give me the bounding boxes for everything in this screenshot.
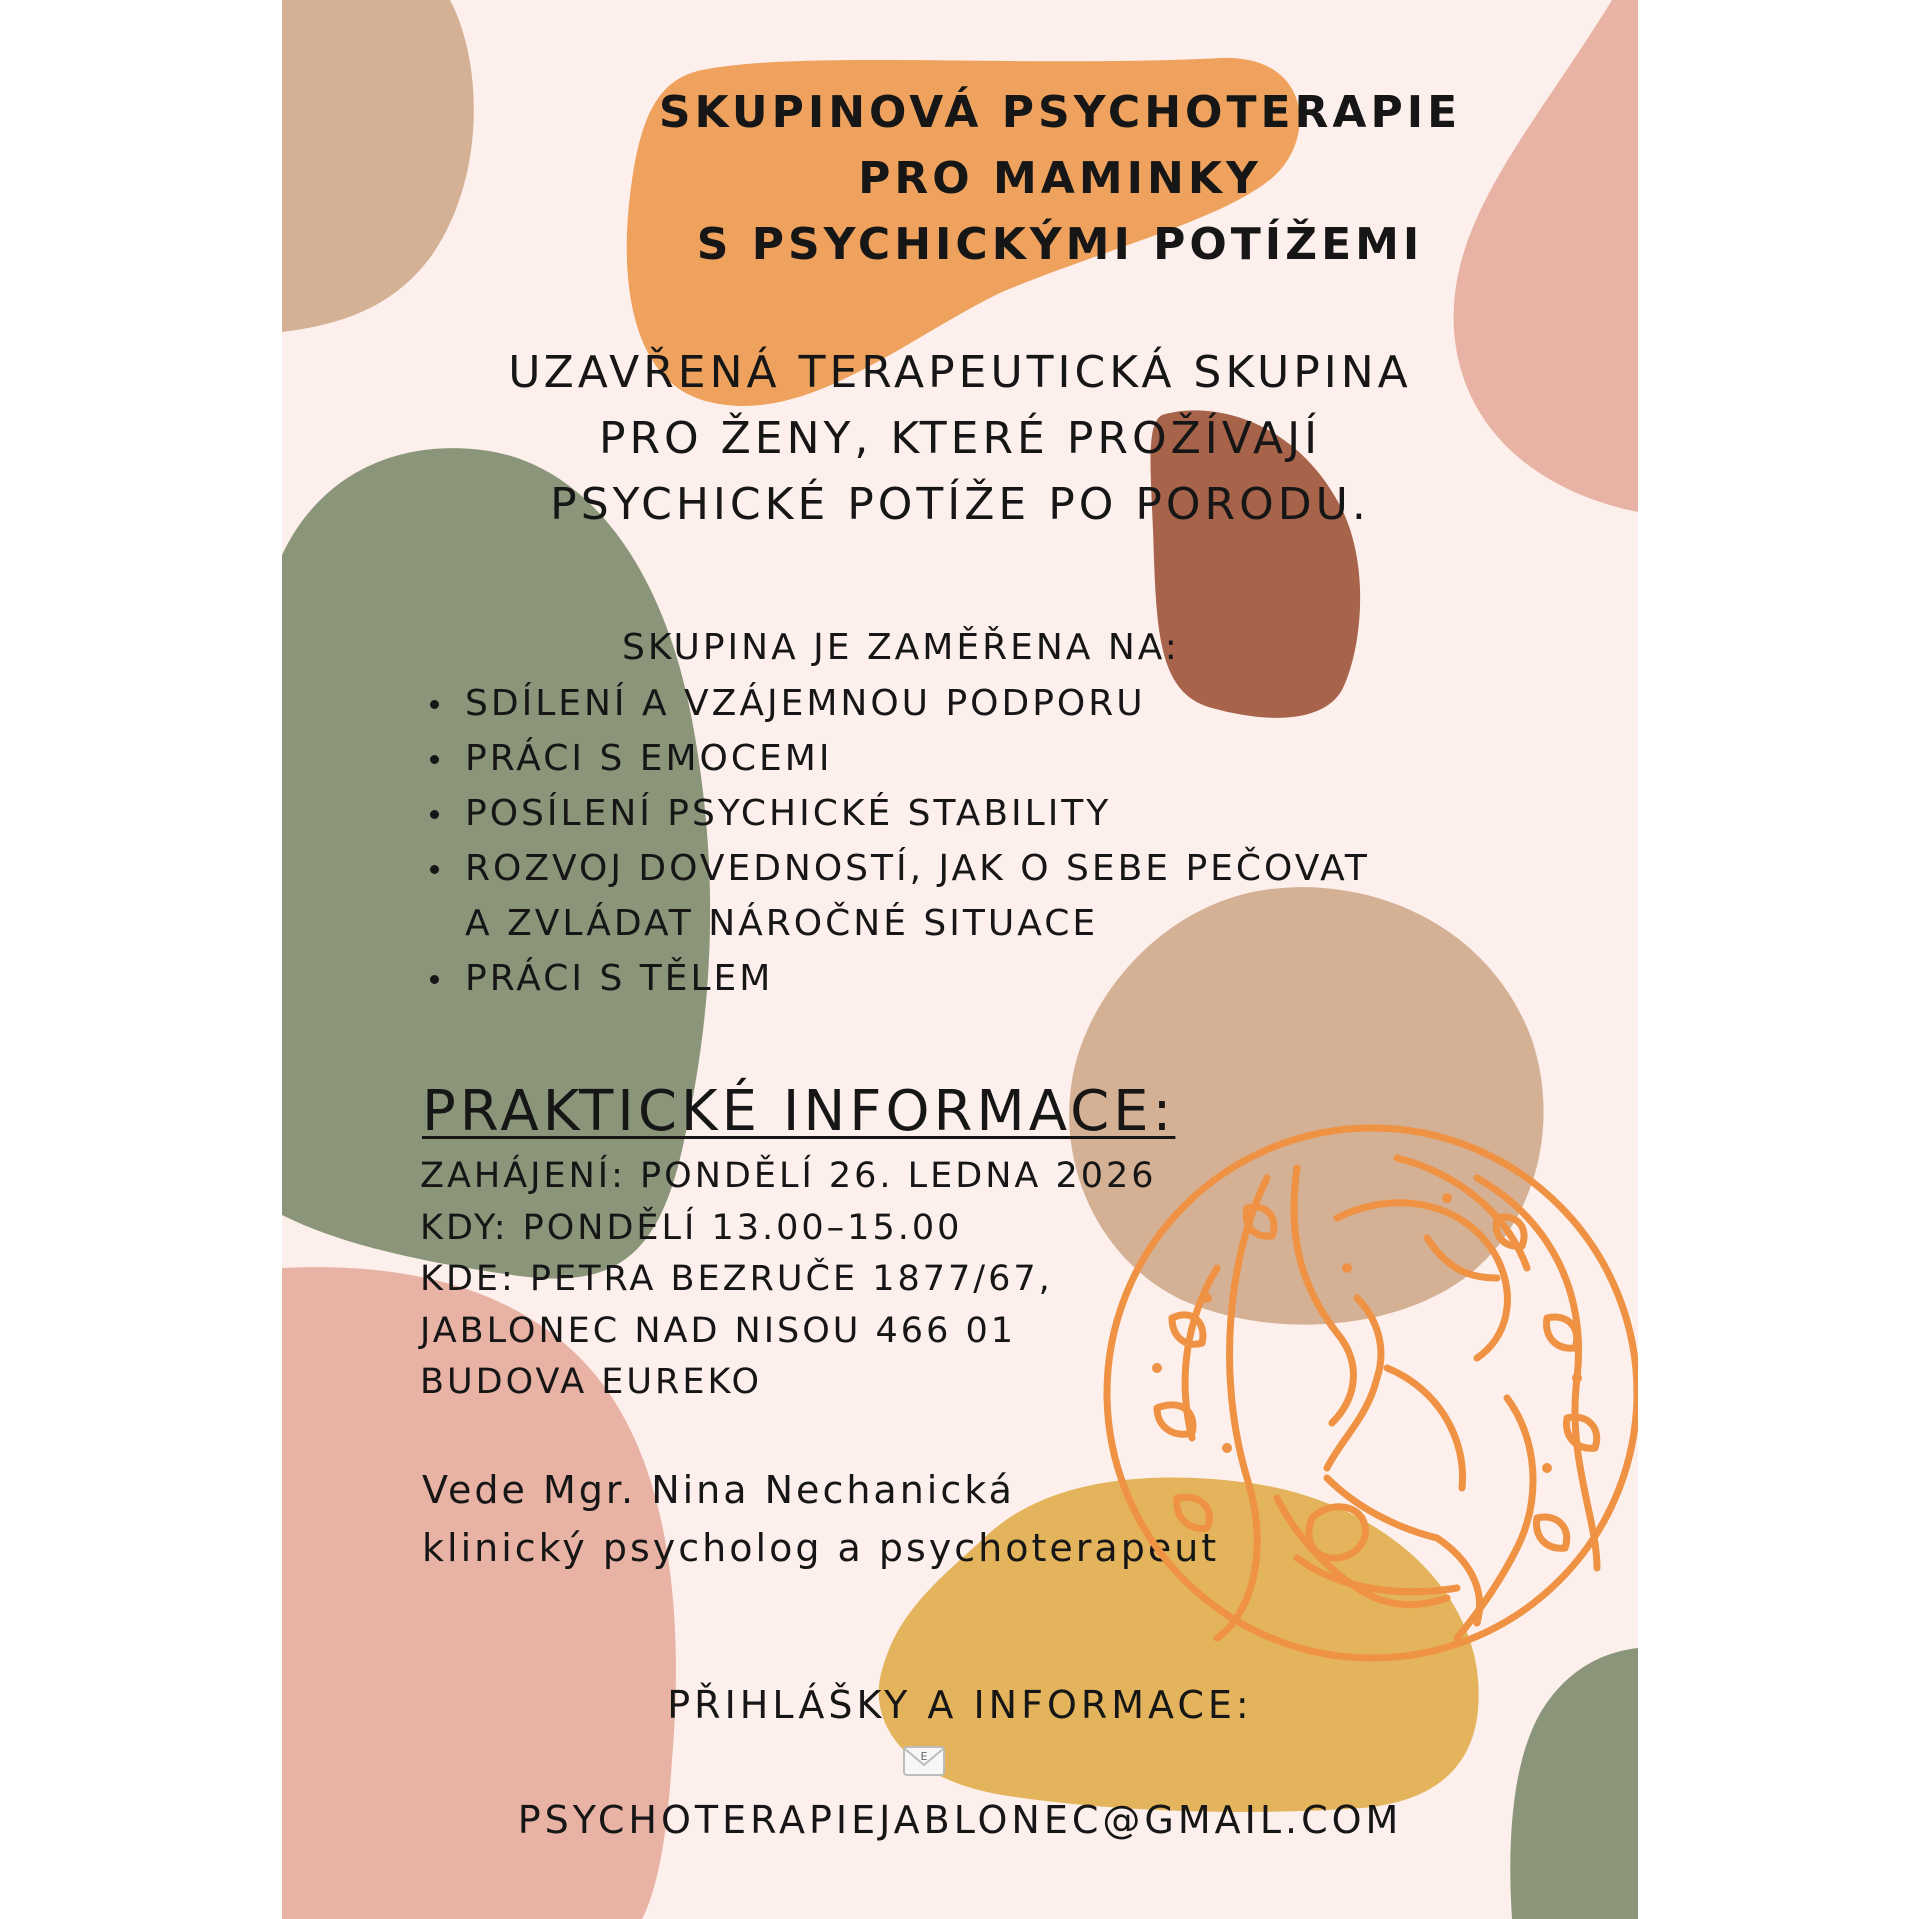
list-item-line-1: ROZVOJ DOVEDNOSTÍ, JAK O SEBE PEČOVAT [465,848,1370,889]
subtitle-line-1: UZAVŘENÁ TERAPEUTICKÁ SKUPINA [508,347,1412,398]
list-item: PRÁCI S EMOCEMI [462,731,1370,786]
info-city: JABLONEC NAD NISOU 466 01 [420,1310,1017,1351]
therapist-name: Vede Mgr. Nina Nechanická [422,1468,1015,1512]
title-line-1: SKUPINOVÁ PSYCHOTERAPIE [658,87,1462,138]
info-where: KDE: PETRA BEZRUČE 1877/67, [420,1259,1053,1299]
flyer-page [282,0,1638,1919]
contact-email[interactable]: PSYCHOTERAPIEJABLONEC@GMAIL.COM [517,1798,1403,1842]
info-when: KDY: PONDĚLÍ 13.00–15.00 [420,1207,963,1248]
e-mail-envelope-icon [902,1744,946,1778]
list-item: SDÍLENÍ A VZÁJEMNOU PODPORU [462,676,1370,731]
focus-heading: SKUPINA JE ZAMĚŘENA NA: [622,627,1180,668]
list-item: POSÍLENÍ PSYCHICKÉ STABILITY [462,786,1370,841]
subtitle-line-2: PRO ŽENY, KTERÉ PROŽÍVAJÍ [598,413,1322,464]
focus-list [462,676,1370,1006]
flyer-subtitle [282,340,1638,538]
list-item [462,841,1370,951]
list-item: PRÁCI S TĚLEM [462,951,1370,1006]
info-building: BUDOVA EUREKO [420,1362,763,1402]
info-start: ZAHÁJENÍ: PONDĚLÍ 26. LEDNA 2026 [420,1156,1157,1196]
therapist-role: klinický psycholog a psychoterapeut [422,1526,1220,1570]
mother-and-baby-floral-logo [1097,1118,1638,1668]
practical-info [420,1151,1157,1409]
flyer-title [282,80,1638,278]
list-item-line-2: A ZVLÁDAT NÁROČNÉ SITUACE [465,903,1099,944]
contact-heading: PŘIHLÁŠKY A INFORMACE: [667,1683,1253,1727]
title-line-2: PRO MAMINKY [858,153,1262,204]
envelope-letter: E [920,1750,928,1763]
practical-info-heading: PRAKTICKÉ INFORMACE: [422,1079,1176,1144]
title-line-3: S PSYCHICKÝMI POTÍŽEMI [696,219,1424,270]
subtitle-line-3: PSYCHICKÉ POTÍŽE PO PORODU. [550,479,1370,530]
